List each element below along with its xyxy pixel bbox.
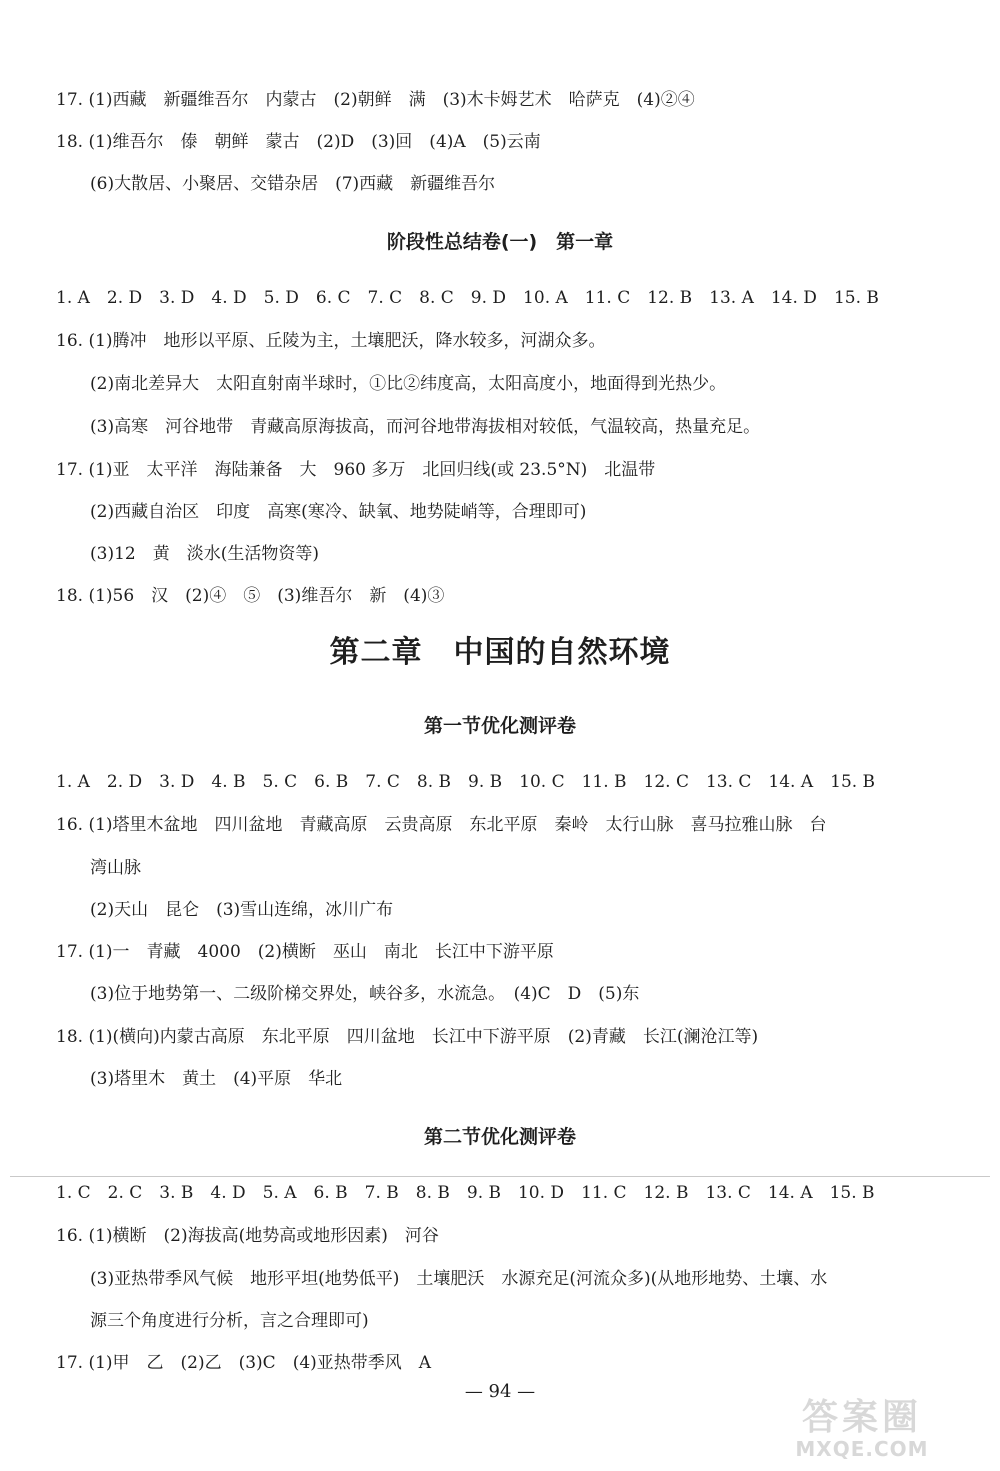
watermark — [742, 1398, 982, 1464]
answer-line: 16. (1)横断 (2)海拔高(地势高或地形因素) 河谷 — [56, 1226, 439, 1246]
answer-line: 18. (1)(横向)内蒙古高原 东北平原 四川盆地 长江中下游平原 (2)青藏 长江(澜沧江等) — [56, 1027, 759, 1047]
answer-line: 源三个角度进行分析，言之合理即可) — [90, 1311, 369, 1331]
answer-line: (2)天山 昆仑 (3)雪山连绵，冰川广布 — [90, 900, 394, 920]
section-heading: 第一节优化测评卷 — [423, 715, 576, 737]
answer-line: 17. (1)甲 乙 (2)乙 (3)C (4)亚热带季风 A — [56, 1353, 432, 1373]
chapter-title: 第二章 中国的自然环境 — [329, 635, 671, 670]
answer-line: 18. (1)56 汉 (2)④ ⑤ (3)维吾尔 新 (4)③ — [56, 586, 445, 606]
divider — [10, 1176, 990, 1177]
answer-line: (6)大散居、小聚居、交错杂居 (7)西藏 新疆维吾尔 — [90, 174, 496, 194]
watermark-logo: 答案圈 — [801, 1397, 922, 1438]
answer-line: 16. (1)腾冲 地形以平原、丘陵为主，土壤肥沃，降水较多，河湖众多。 — [56, 331, 606, 351]
answer-line: 湾山脉 — [90, 858, 141, 878]
answer-line: (3)12 黄 淡水(生活物资等) — [90, 544, 319, 564]
section-heading: 第二节优化测评卷 — [423, 1126, 576, 1148]
answer-line: (3)位于地势第一、二级阶梯交界处，峡谷多，水流急。 (4)C D (5)东 — [90, 984, 640, 1004]
section-heading: 阶段性总结卷(一) 第一章 — [386, 231, 614, 253]
answer-line: (3)高寒 河谷地带 青藏高原海拔高，而河谷地带海拔相对较低，气温较高，热量充足。 — [90, 417, 761, 437]
answer-line: 18. (1)维吾尔 傣 朝鲜 蒙古 (2)D (3)回 (4)A (5)云南 — [56, 132, 541, 152]
answer-line: (3)亚热带季风气候 地形平坦(地势低平) 土壤肥沃 水源充足(河流众多)(从地形地势、土壤、水 — [90, 1269, 828, 1289]
answer-line: (3)塔里木 黄土 (4)平原 华北 — [90, 1069, 343, 1089]
answer-line: 1. A 2. D 3. D 4. B 5. C 6. B 7. C 8. B 9. B 10. C 11. B 12. C 13. C 14. A 15. B — [56, 772, 876, 792]
answer-line: 17. (1)西藏 新疆维吾尔 内蒙古 (2)朝鲜 满 (3)木卡姆艺术 哈萨克 (4)②④ — [56, 90, 695, 110]
answer-line: (2)南北差异大 太阳直射南半球时，①比②纬度高，太阳高度小，地面得到光热少。 — [90, 374, 727, 394]
answer-line: 16. (1)塔里木盆地 四川盆地 青藏高原 云贵高原 东北平原 秦岭 太行山脉 喜马拉雅山脉 台 — [56, 815, 827, 835]
answer-line: (2)西藏自治区 印度 高寒(寒冷、缺氧、地势陡峭等，合理即可) — [90, 502, 587, 522]
answer-line: 17. (1)一 青藏 4000 (2)横断 巫山 南北 长江中下游平原 — [56, 942, 554, 962]
page-number: — 94 — — [464, 1381, 536, 1402]
answer-line: 17. (1)亚 太平洋 海陆兼备 大 960 多万 北回归线(或 23.5°N) 北温带 — [56, 460, 656, 480]
watermark-url: MXQE.COM — [795, 1437, 929, 1461]
answer-line: 1. C 2. C 3. B 4. D 5. A 6. B 7. B 8. B 9. B 10. D 11. C 12. B 13. C 14. A 15. B — [56, 1183, 875, 1203]
answer-line: 1. A 2. D 3. D 4. D 5. D 6. C 7. C 8. C 9. D 10. A 11. C 12. B 13. A 14. D 15. B — [56, 288, 879, 308]
